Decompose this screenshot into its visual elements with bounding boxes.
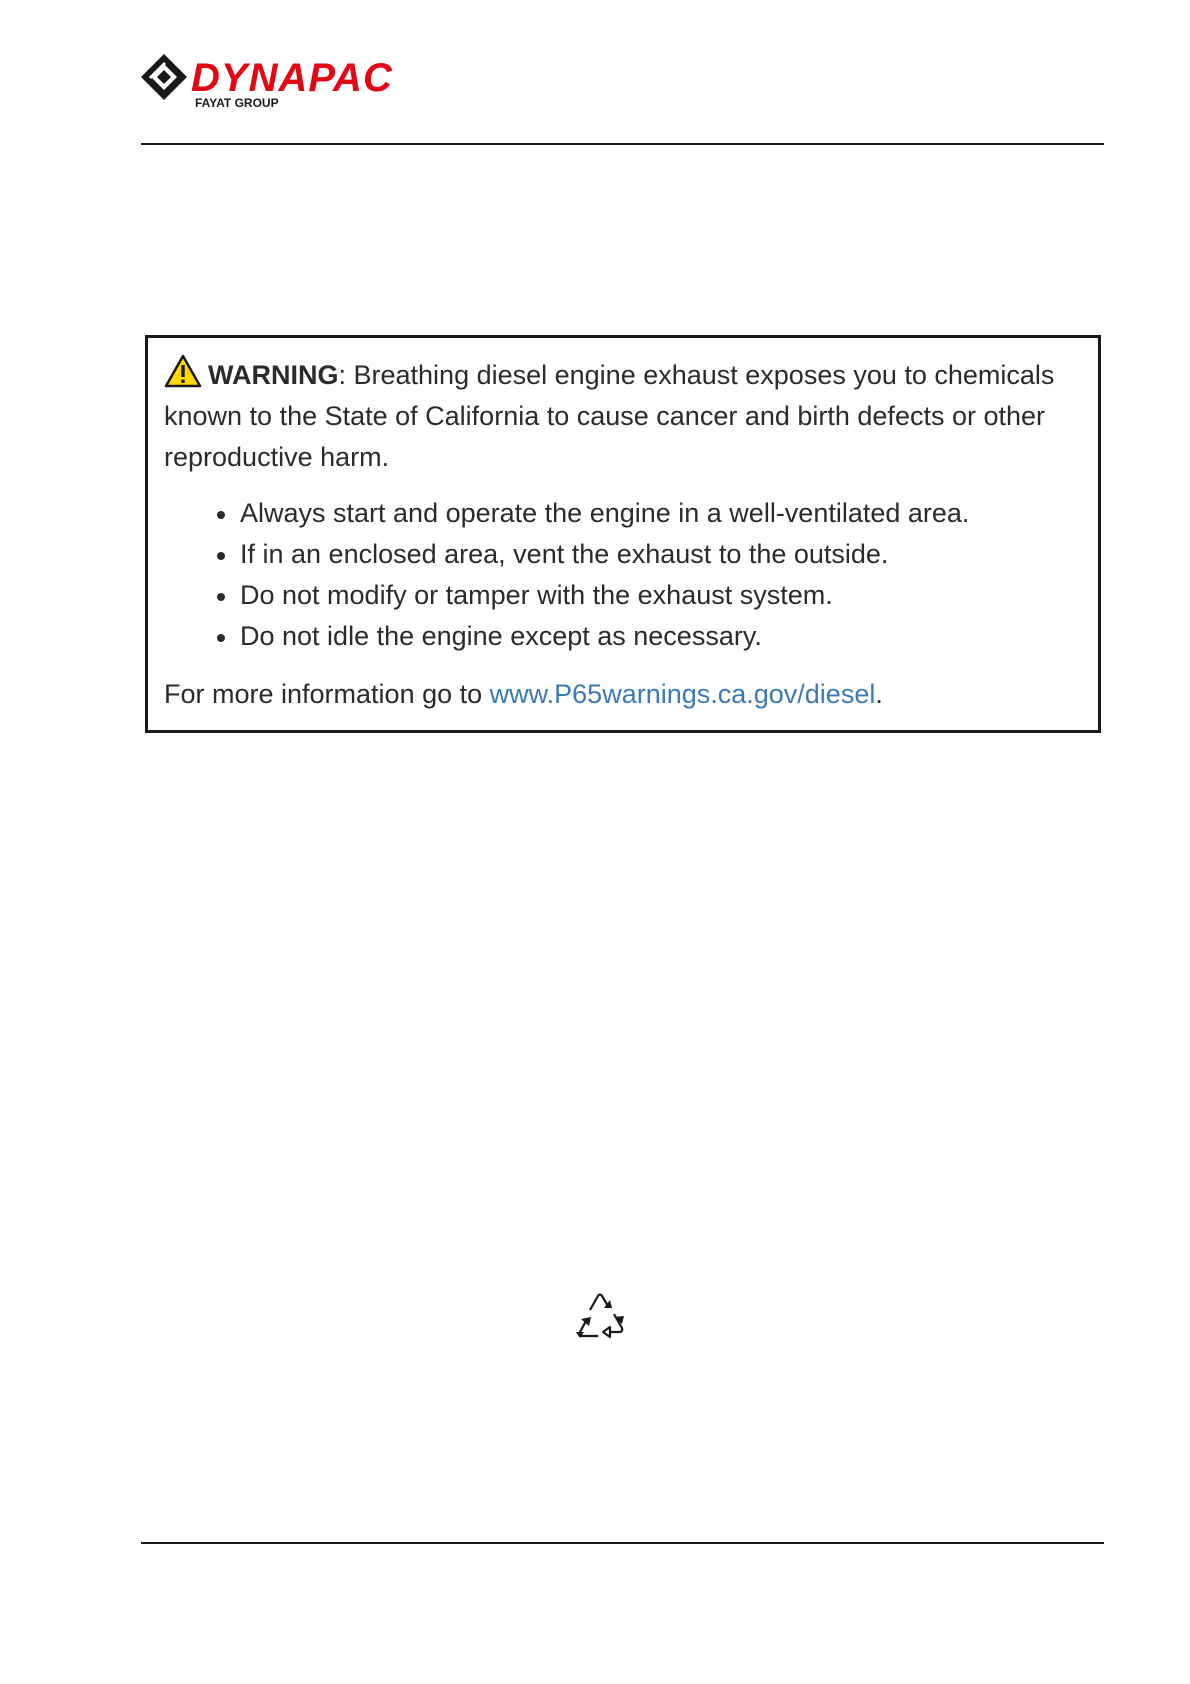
list-item: If in an enclosed area, vent the exhaust to the outside. <box>216 534 1082 575</box>
brand-name: DYNAPAC <box>191 56 393 100</box>
warning-triangle-icon <box>164 354 202 388</box>
p65-warnings-link[interactable]: www.P65warnings.ca.gov/diesel <box>489 679 876 709</box>
brand-subtitle: FAYAT GROUP <box>195 96 279 109</box>
warning-intro: : Breathing diesel engine exhaust exposes you to chemicals known to the State of California to cause cancer and birth defects or other reproductive harm. <box>164 360 1055 472</box>
footer-divider <box>141 1542 1104 1544</box>
list-item: Do not idle the engine except as necessary. <box>216 616 1082 657</box>
recycle-icon <box>570 1288 630 1346</box>
warning-statement <box>164 354 1082 478</box>
warning-title: WARNING <box>208 360 339 390</box>
list-item: Always start and operate the engine in a well-ventilated area. <box>216 493 1082 534</box>
dynapac-logo <box>141 54 501 109</box>
header-divider <box>141 143 1104 145</box>
warning-bullet-list <box>164 493 1082 657</box>
prop65-warning-box <box>145 335 1101 733</box>
dynapac-diamond-icon <box>141 54 187 100</box>
more-info-suffix: . <box>875 679 883 709</box>
list-item: Do not modify or tamper with the exhaust system. <box>216 575 1082 616</box>
more-info-line <box>164 674 1082 715</box>
more-info-prefix: For more information go to <box>164 679 490 709</box>
